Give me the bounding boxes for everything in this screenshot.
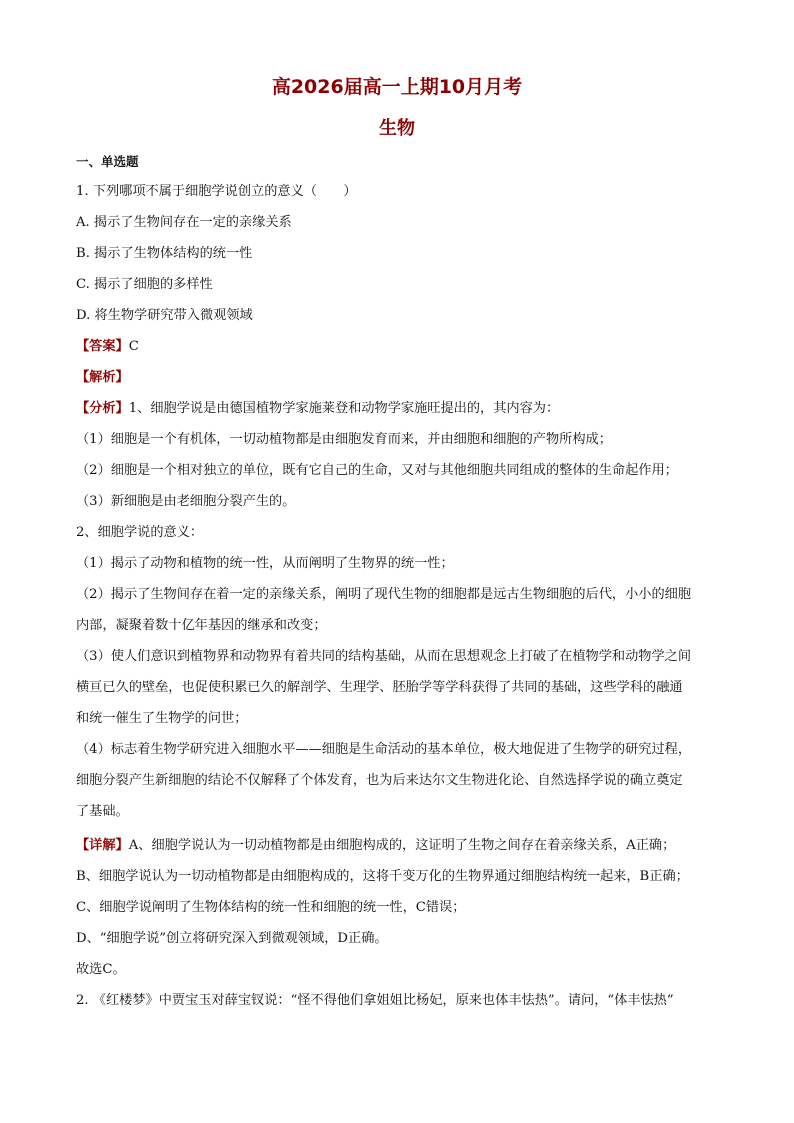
option-d: D. 将生物学研究带入微观领域 [76, 308, 253, 323]
analysis-point: 内部，凝聚着数十亿年基因的继承和改变； [76, 618, 327, 633]
exam-title: 高2026届高一上期10月月考 [271, 76, 523, 98]
detail-line: D、“细胞学说”创立将研究深入到微观领域，D正确。 [76, 931, 388, 946]
analysis-point: （1）细胞是一个有机体，一切动植物都是由细胞发育而来，并由细胞和细胞的产物所构成； [76, 432, 612, 447]
analysis-point: 横亘已久的壁垒，也促使积累已久的解剖学、生理学、胚胎学等学科获得了共同的基础，这些学科的融通 [76, 680, 683, 695]
analysis-point: （2）细胞是一个相对独立的单位，既有它自己的生命，又对与其他细胞共同组成的整体的生命起作用； [76, 463, 678, 478]
subject-title: 生物 [379, 118, 415, 139]
fenxi-line [76, 399, 724, 419]
analysis-point: 细胞分裂产生新细胞的结论不仅解释了个体发育，也为后来达尔文生物进化论、自然选择学说的确立奠定 [76, 773, 683, 788]
detail-tag: 【详解】 [76, 838, 129, 853]
analysis-point: （1）揭示了动物和植物的统一性，从而阐明了生物界的统一性； [76, 556, 454, 571]
analysis-point: 了基础。 [76, 804, 129, 819]
conclusion-line: 故选C。 [76, 962, 126, 977]
analysis-point: （2）揭示了生物间存在着一定的亲缘关系，阐明了现代生物的细胞都是远古生物细胞的后代，小小的细胞 [76, 587, 692, 602]
analysis-point: 和统一催生了生物学的问世； [76, 711, 248, 726]
analysis-tag: 【解析】 [76, 370, 129, 385]
analysis-point: （3）新细胞是由老细胞分裂产生的。 [76, 494, 296, 509]
question-2-stem: 2. 《红楼梦》中贾宝玉对薛宝钗说：“怪不得他们拿姐姐比杨妃，原来也体丰怯热”。请问，“体丰怯热” [76, 993, 674, 1008]
question-1-stem: 1. 下列哪项不属于细胞学说创立的意义（ ） [76, 184, 357, 199]
analysis-point: （4）标志着生物学研究进入细胞水平——细胞是生命活动的基本单位，极大地促进了生物学的研究过程， [76, 742, 692, 757]
analysis-heading [76, 368, 724, 388]
option-a: A. 揭示了生物间存在一定的亲缘关系 [76, 215, 292, 230]
detail-line: C、细胞学说阐明了生物体结构的统一性和细胞的统一性，C错误； [76, 900, 466, 915]
fenxi-tag: 【分析】 [76, 401, 129, 416]
detail-text: A、细胞学说认为一切动植物都是由细胞构成的，这证明了生物之间存在着亲缘关系，A正确； [128, 838, 676, 853]
analysis-point: （3）使人们意识到植物界和动物界有着共同的结构基础，从而在思想观念上打破了在植物学和动物学之间 [76, 649, 692, 664]
option-b: B. 揭示了生物体结构的统一性 [76, 246, 253, 261]
fenxi-text: 1、细胞学说是由德国植物学家施莱登和动物学家施旺提出的，其内容为： [128, 401, 560, 416]
option-c: C. 揭示了细胞的多样性 [76, 277, 213, 292]
answer-line [76, 337, 724, 357]
section-title: 一、单选题 [76, 154, 139, 169]
answer-value: C [128, 339, 139, 354]
detail-line [76, 836, 724, 856]
detail-line: B、细胞学说认为一切动植物都是由细胞构成的，这将千变万化的生物界通过细胞结构统一起来，B正确； [76, 869, 689, 884]
answer-tag: 【答案】 [76, 339, 129, 354]
analysis-point: 2、细胞学说的意义： [76, 525, 204, 540]
